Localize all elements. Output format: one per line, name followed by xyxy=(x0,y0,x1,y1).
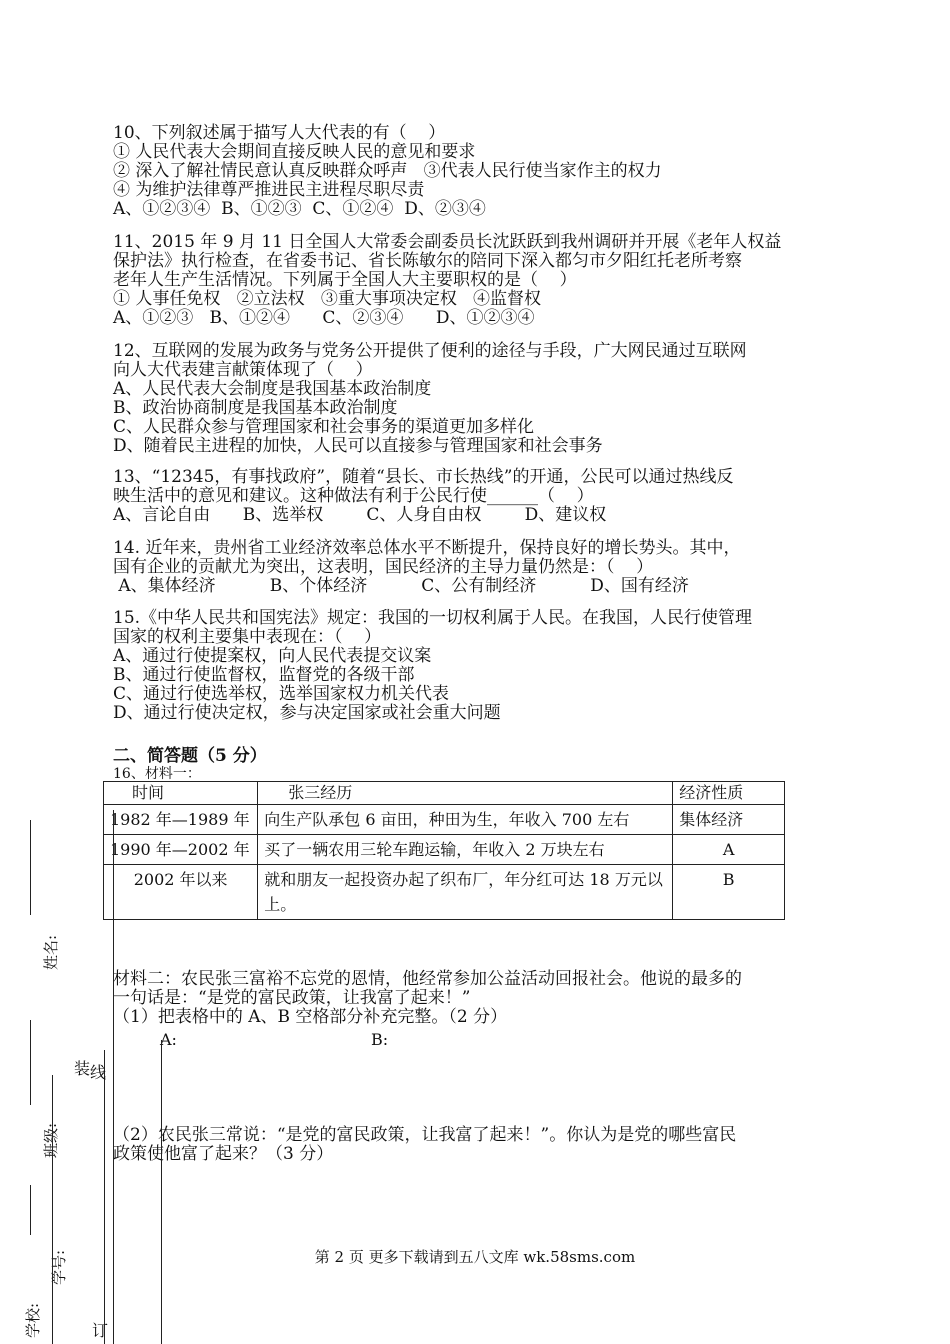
question-line: 映生活中的意见和建议。这种做法有利于公民行使______（ ） xyxy=(113,486,594,506)
table-row xyxy=(104,805,785,835)
material2-line: 一句话是：“是党的富民政策，让我富了起来！” xyxy=(113,988,471,1008)
question-line: 13、“12345，有事找政府”，随着“县长、市长热线”的开通，公民可以通过热线反 xyxy=(113,467,734,487)
question-line: ④ 为维护法律尊严推进民主进程尽职尽责 xyxy=(113,180,425,200)
question-line: C、人民群众参与管理国家和社会事务的渠道更加多样化 xyxy=(113,417,535,437)
question-line: （2）农民张三常说：“是党的富民政策，让我富了起来！”。你认为是党的哪些富民 xyxy=(113,1125,737,1145)
name-underline xyxy=(30,820,31,915)
table-row xyxy=(104,865,785,920)
zhuang-label: 装 xyxy=(74,1059,91,1078)
question-line: 12、互联网的发展为政务与党务公开提供了便利的途径与手段，广大网民通过互联网 xyxy=(113,341,747,361)
question-line: A、言论自由 B、选举权 C、人身自由权 D、建议权 xyxy=(113,505,607,525)
header-economy-type: 经济性质 xyxy=(673,782,785,805)
binding-line-3 xyxy=(113,810,114,1344)
question-line: A、通过行使提案权，向人民代表提交议案 xyxy=(113,646,432,666)
question-line: ② 深入了解社情民意认真反映群众呼声 ③代表人民行使当家作主的权力 xyxy=(113,161,662,181)
experience-table xyxy=(103,781,785,920)
answer-a-label: A: xyxy=(160,1030,177,1049)
section-title: 二、简答题（5 分） xyxy=(113,746,267,766)
cell-time: 1982 年—1989 年 xyxy=(104,805,258,835)
question-line: A、集体经济 B、个体经济 C、公有制经济 D、国有经济 xyxy=(113,576,689,596)
cell-time: 1990 年—2002 年 xyxy=(104,835,258,865)
cell-economy-type: A xyxy=(673,835,785,865)
page-footer: 第 2 页 更多下载请到五八文库 wk.58sms.com xyxy=(314,1248,636,1266)
question-line: ① 人民代表大会期间直接反映人民的意见和要求 xyxy=(113,142,476,162)
question-line: 保护法》执行检查，在省委书记、省长陈敏尔的陪同下深入都匀市夕阳红托老所考察 xyxy=(113,251,742,271)
student-no-label: 学号: xyxy=(50,1249,68,1285)
cell-experience: 买了一辆农用三轮车跑运输，年收入 2 万块左右 xyxy=(258,835,673,865)
name-label: 姓名: xyxy=(42,934,60,970)
cell-experience: 就和朋友一起投资办起了织布厂，年分红可达 18 万元以上。 xyxy=(258,865,673,920)
header-time: 时间 xyxy=(104,782,258,805)
question-15 xyxy=(113,609,843,723)
xian-label: 线 xyxy=(90,1063,107,1082)
cell-economy-type: B xyxy=(673,865,785,920)
question-line: 14. 近年来，贵州省工业经济效率总体水平不断提升，保持良好的增长势头。其中， xyxy=(113,538,741,558)
student-no-underline xyxy=(30,1185,31,1235)
class-underline xyxy=(30,1020,31,1105)
question-line: C、通过行使选举权，选举国家权力机关代表 xyxy=(113,684,450,704)
answer-b-label: B: xyxy=(371,1030,389,1049)
question-line: 10、下列叙述属于描写人大代表的有（ ） xyxy=(113,123,446,143)
question-line: B、通过行使监督权，监督党的各级干部 xyxy=(113,665,415,685)
question-11 xyxy=(113,233,843,328)
question-line: 15.《中华人民共和国宪法》规定：我国的一切权利属于人民。在我国，人民行使管理 xyxy=(113,608,753,628)
binding-line-2 xyxy=(104,1050,105,1344)
material2-line: 材料二：农民张三富裕不忘党的恩情，他经常参加公益活动回报社会。他说的最多的 xyxy=(113,969,742,989)
question-line: D、通过行使决定权，参与决定国家或社会重大问题 xyxy=(113,703,501,723)
table-header-row xyxy=(104,782,785,805)
cell-economy-type: 集体经济 xyxy=(673,805,785,835)
binding-line-4 xyxy=(161,1040,162,1344)
ding-label: 订 xyxy=(92,1321,109,1340)
question-12 xyxy=(113,342,843,456)
question-line: 向人大代表建言献策体现了（ ） xyxy=(113,360,373,380)
question-line: A、①②③④ B、①②③ C、①②④ D、②③④ xyxy=(113,199,486,219)
question-line: A、人民代表大会制度是我国基本政治制度 xyxy=(113,379,432,399)
class-label: 班级: xyxy=(42,1122,60,1158)
question-line: 老年人生产生活情况。下列属于全国人大主要职权的是（ ） xyxy=(113,270,577,290)
question-line: ① 人事任免权 ②立法权 ③重大事项决定权 ④监督权 xyxy=(113,289,542,309)
cell-time: 2002 年以来 xyxy=(104,865,258,920)
table-row xyxy=(104,835,785,865)
material2-line: （1）把表格中的 A、B 空格部分补充完整。（2 分） xyxy=(113,1007,508,1027)
question-line: 政策使他富了起来？（3 分） xyxy=(113,1144,334,1164)
question-16-2 xyxy=(113,1126,843,1164)
school-label: 学校: xyxy=(24,1302,42,1338)
material1-label: 16、材料一： xyxy=(113,766,201,782)
question-line: A、①②③ B、①②④ C、②③④ D、①②③④ xyxy=(113,308,535,328)
question-line: D、随着民主进程的加快，人民可以直接参与管理国家和社会事务 xyxy=(113,436,603,456)
question-14 xyxy=(113,539,843,596)
question-line: 11、2015 年 9 月 11 日全国人大常委会副委员长沈跃跃到我州调研并开展《老年人权益 xyxy=(113,232,782,252)
question-line: 国有企业的贡献尤为突出，这表明，国民经济的主导力量仍然是：（ ） xyxy=(113,557,654,577)
question-line: 国家的权利主要集中表现在：（ ） xyxy=(113,627,382,647)
question-13 xyxy=(113,468,843,525)
question-10 xyxy=(113,124,843,219)
header-experience: 张三经历 xyxy=(258,782,673,805)
cell-experience: 向生产队承包 6 亩田，种田为生，年收入 700 左右 xyxy=(258,805,673,835)
material2 xyxy=(113,970,843,1027)
question-line: B、政治协商制度是我国基本政治制度 xyxy=(113,398,398,418)
binding-line-1 xyxy=(52,1075,53,1344)
